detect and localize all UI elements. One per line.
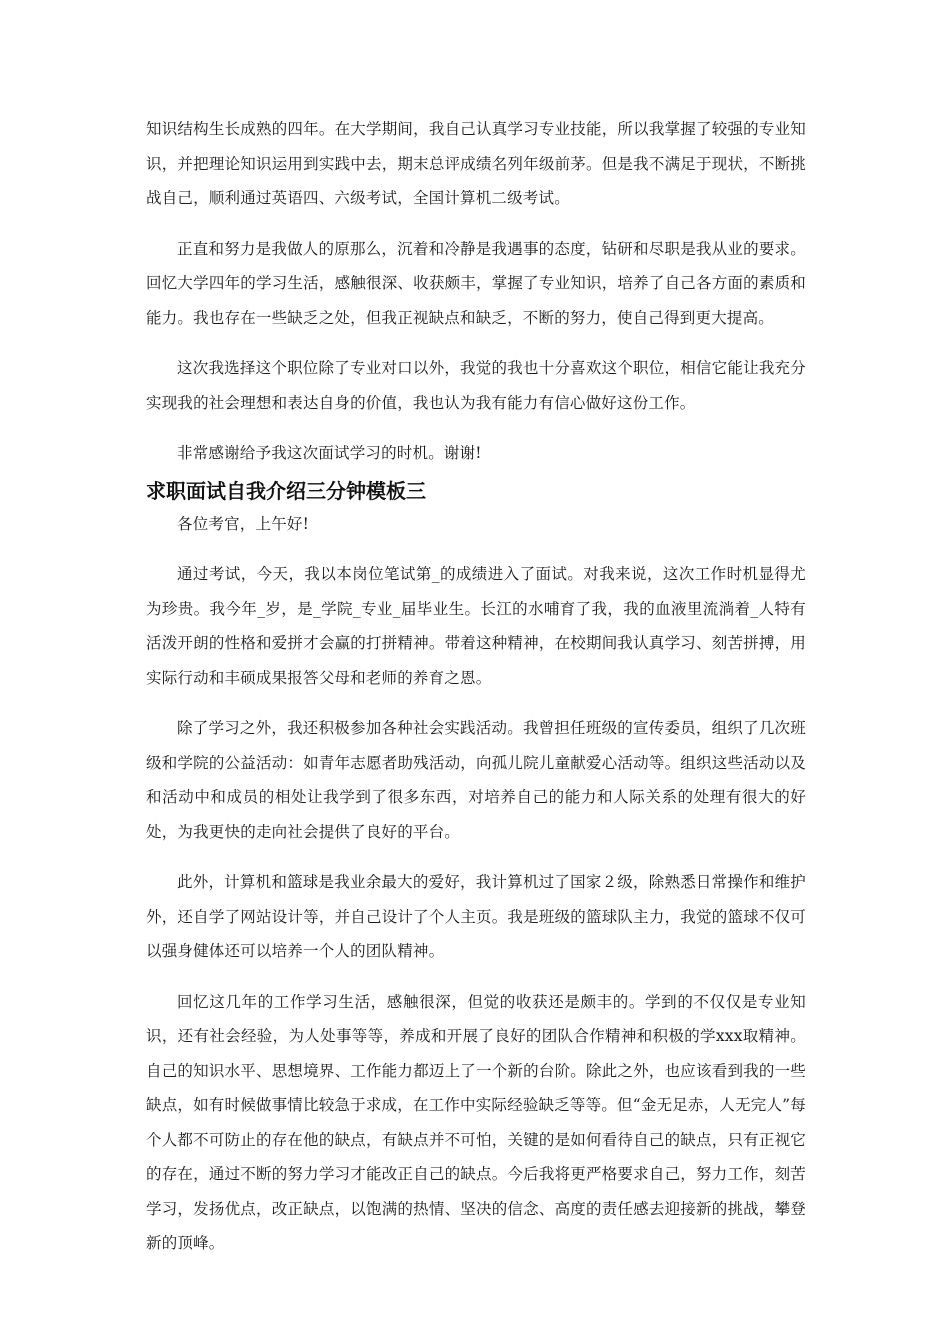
greeting: 各位考官，上午好! (177, 514, 310, 533)
paragraph-gap (146, 695, 806, 711)
paragraph-gap (146, 541, 806, 557)
paragraph-thanks: 非常感谢给予我这次面试学习的时机。谢谢! (177, 444, 482, 462)
paragraph-gap (146, 849, 806, 865)
section-heading: 求职面试自我介绍三分钟模板三 (146, 478, 426, 503)
paragraph-gap (146, 216, 806, 232)
paragraph-reflection: 回忆这几年的工作学习生活，感触很深，但觉的收获还是颇丰的。学到的不仅仅是专业知识，还有社会经验，为人处事等等，养成和开展了良好的团队合作精神和积极的学xxx取精神。自己的知识水平、思想境界、工作能力都迈上了一个新的台阶。除此之外，也应该看到我的一些缺点，如有时候做事情比较急于求成，在工作中实际经验缺乏等等。但“金无足赤，人无完人”每个人都不可防止的存在他的缺点，有缺点并不可怕，关键的是如何看待自己的缺点，只有正视它的存在，通过不断的努力学习才能改正自己的缺点。今后我将更严格要求自己，努力工作，刻苦学习，发扬优点，改正缺点，以饱满的热情、坚决的信念、高度的责任感去迎接新的挑战，攀登新的顶峰。 (146, 992, 806, 1252)
paragraph-gap (146, 969, 806, 985)
paragraph-position-choice: 这次我选择这个职位除了专业对口以外，我觉的我也十分喜欢这个职位，相信它能让我充分实现我的社会理想和表达自身的价值，我也认为我有能力有信心做好这份工作。 (146, 359, 806, 412)
paragraph-principles: 正直和努力是我做人的原那么，沉着和冷静是我遇事的态度，钻研和尽职是我从业的要求。回忆大学四年的学习生活，感触很深、收获颇丰，掌握了专业知识，培养了自己各方面的素质和能力。我也存在一些缺乏之处，但我正视缺点和缺乏，不断的努力，使自己得到更大提高。 (146, 239, 806, 327)
paragraph-hobbies: 此外，计算机和篮球是我业余最大的爱好，我计算机过了国家２级，除熟悉日常操作和维护外，还自学了网站设计等，并自己设计了个人主页。我是班级的篮球队主力，我觉的篮球不仅可以强身健体还可以培养一个人的团队精神。 (146, 873, 806, 960)
paragraph-exam: 通过考试，今天，我以本岗位笔试第_的成绩进入了面试。对我来说，这次工作时机显得尤为珍贵。我今年_岁，是_学院_专业_届毕业生。长江的水哺育了我，我的血液里流淌着_人特有活泼开朗的性格和爱拼才会赢的打拼精神。带着这种精神，在校期间我认真学习、刻苦拼搏，用实际行动和丰硕成果报答父母和老师的养育之恩。 (146, 565, 806, 687)
paragraph-gap (146, 420, 806, 436)
paragraph-gap (146, 335, 806, 351)
document-page (146, 112, 806, 1261)
paragraph-continuation: 知识结构生长成熟的四年。在大学期间，我自己认真学习专业技能，所以我掌握了较强的专业知识，并把理论知识运用到实践中去，期末总评成绩名列年级前茅。但是我不满足于现状，不断挑战自己，顺利通过英语四、六级考试，全国计算机二级考试。 (146, 120, 806, 207)
paragraph-activities: 除了学习之外，我还积极参加各种社会实践活动。我曾担任班级的宣传委员，组织了几次班级和学院的公益活动：如青年志愿者助残活动，向孤儿院儿童献爱心活动等。组织这些活动以及和活动中和成员的相处让我学到了很多东西，对培养自己的能力和人际关系的处理有很大的好处，为我更快的走向社会提供了良好的平台。 (146, 719, 806, 841)
